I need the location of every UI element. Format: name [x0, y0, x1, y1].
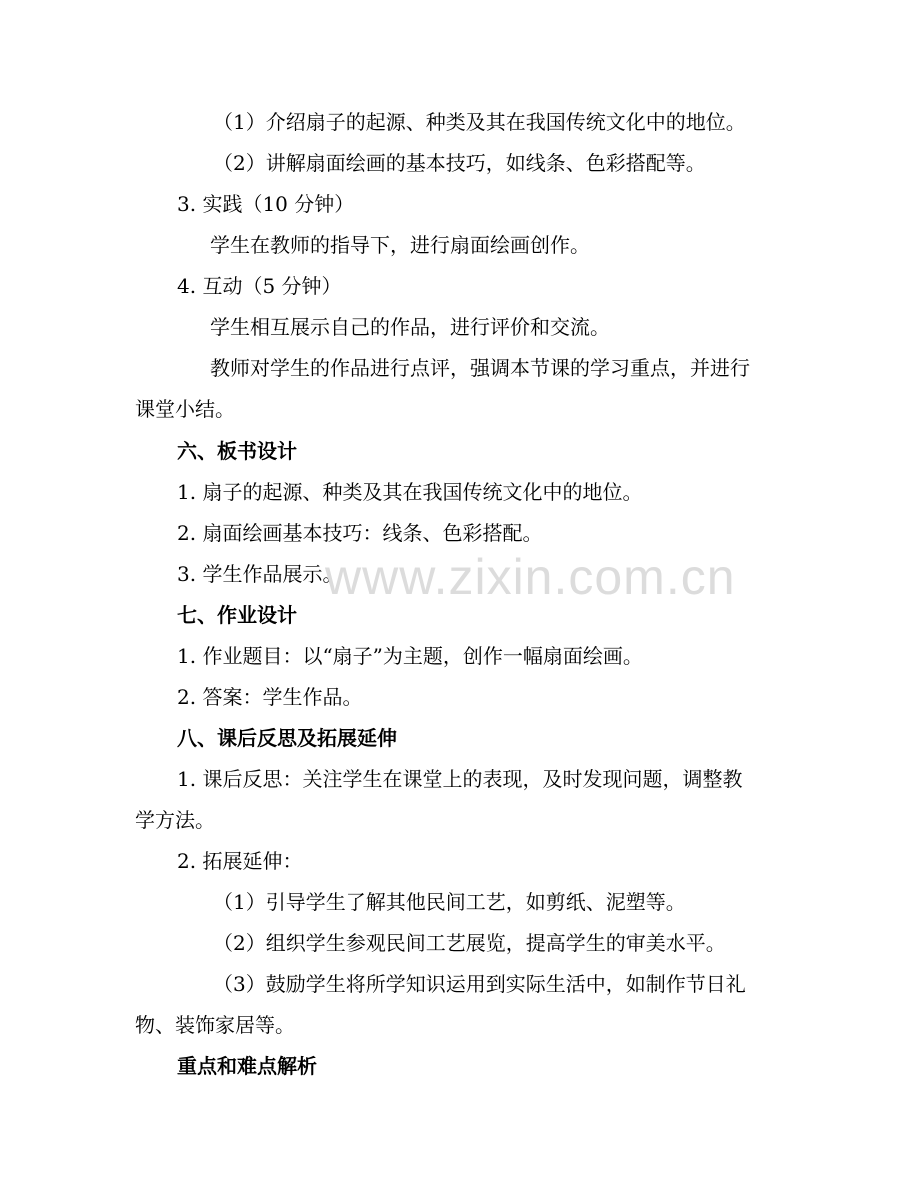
paragraph-text: 课堂小结。 — [135, 397, 235, 421]
paragraph-text: 学生相互展示自己的作品，进行评价和交流。 — [210, 315, 610, 339]
paragraph-text: （2）讲解扇面绘画的基本技巧，如线条、色彩搭配等。 — [213, 151, 706, 175]
list-item: 2. 扇面绘画基本技巧：线条、色彩搭配。 — [177, 521, 543, 545]
section-heading: 八、课后反思及拓展延伸 — [177, 726, 397, 750]
paragraph-text: 学生在教师的指导下，进行扇面绘画创作。 — [210, 233, 590, 257]
paragraph-text: （1）介绍扇子的起源、种类及其在我国传统文化中的地位。 — [213, 110, 746, 134]
paragraph-text: （1）引导学生了解其他民间工艺，如剪纸、泥塑等。 — [213, 890, 686, 914]
list-item: 4. 互动（5 分钟） — [177, 274, 342, 298]
paragraph-text: 物、装饰家居等。 — [135, 1013, 295, 1037]
paragraph-text: （2）组织学生参观民间工艺展览，提高学生的审美水平。 — [213, 931, 726, 955]
list-item: 1. 扇子的起源、种类及其在我国传统文化中的地位。 — [177, 480, 643, 504]
list-item: 2. 拓展延伸： — [177, 849, 303, 873]
list-item: 3. 学生作品展示。 — [177, 562, 343, 586]
list-item: 1. 作业题目：以“扇子”为主题，创作一幅扇面绘画。 — [177, 644, 643, 668]
paragraph-text: 学方法。 — [135, 808, 215, 832]
section-heading: 重点和难点解析 — [177, 1054, 317, 1078]
list-item: 1. 课后反思：关注学生在课堂上的表现，及时发现问题，调整教 — [177, 767, 743, 791]
list-item: 2. 答案：学生作品。 — [177, 685, 363, 709]
paragraph-text: 教师对学生的作品进行点评，强调本节课的学习重点，并进行 — [210, 356, 750, 380]
paragraph-text: （3）鼓励学生将所学知识运用到实际生活中，如制作节日礼 — [213, 972, 746, 996]
section-heading: 六、板书设计 — [177, 439, 297, 463]
watermark: www.zixin.com.cn — [325, 549, 736, 605]
list-item: 3. 实践（10 分钟） — [177, 192, 355, 216]
section-heading: 七、作业设计 — [177, 603, 297, 627]
